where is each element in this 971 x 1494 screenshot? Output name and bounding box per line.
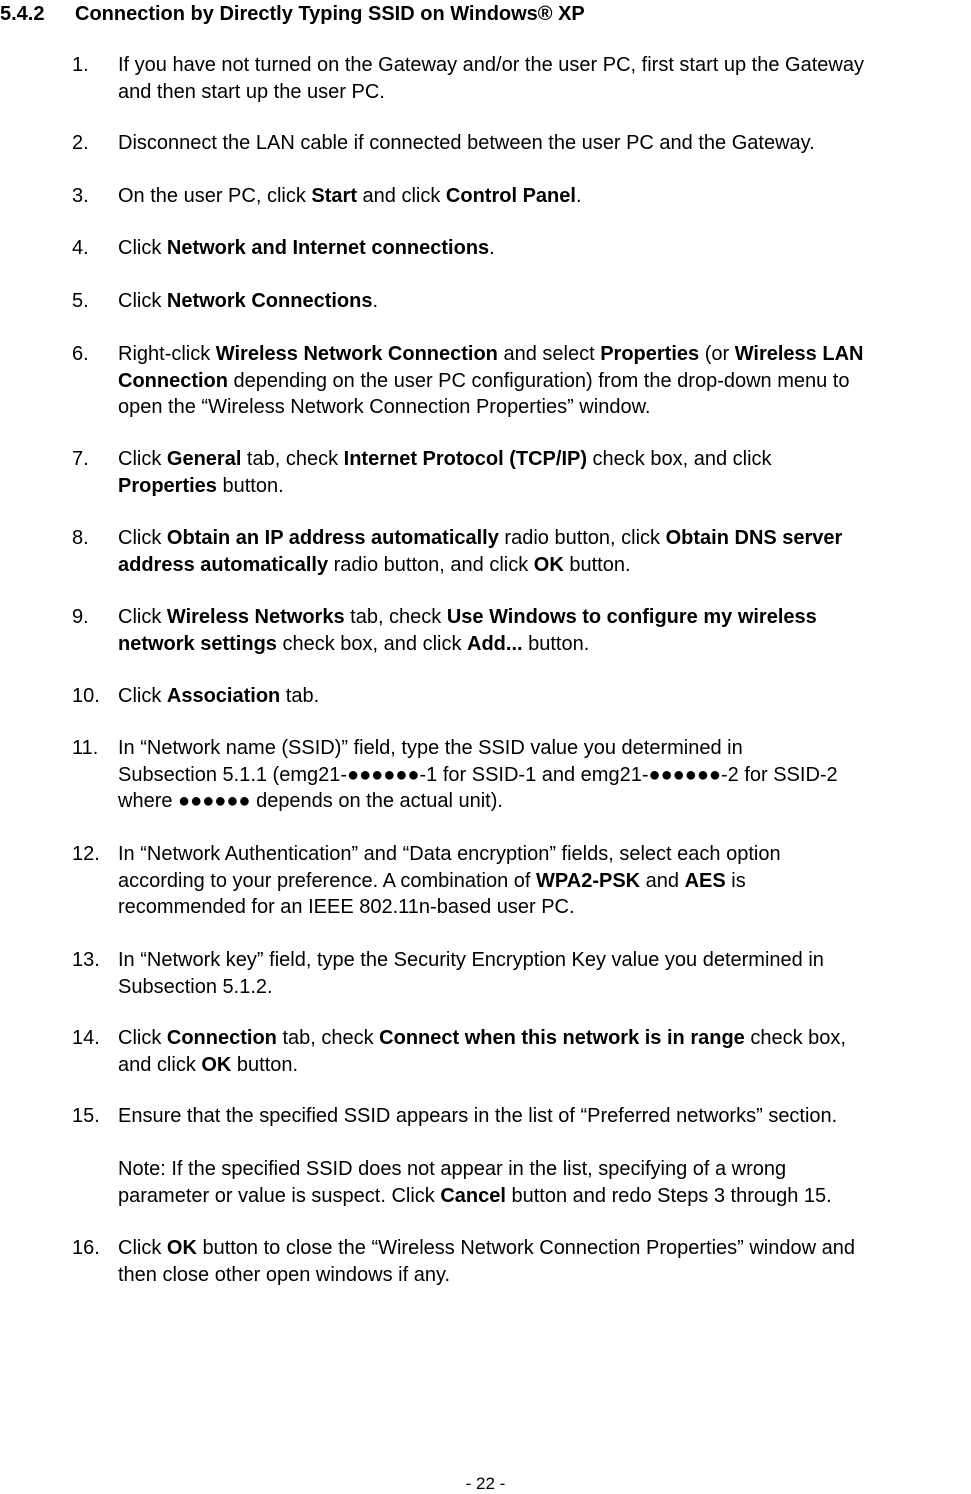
step-line [118, 183, 971, 210]
step-line [118, 130, 971, 157]
step-text [118, 1025, 971, 1078]
bold-term: Connection [118, 369, 228, 392]
step-number: 7. [72, 448, 89, 470]
step-number: 1. [72, 54, 89, 76]
step-text [118, 235, 971, 262]
step-line [118, 762, 971, 789]
step-text [118, 1235, 971, 1288]
step-line [118, 235, 971, 262]
step-line [118, 79, 971, 106]
text-segment: In “Network Authentication” and “Data encryption” fields, select each option [118, 843, 781, 865]
text-segment: recommended for an IEEE 802.11n-based user PC. [118, 896, 575, 918]
step-line [118, 473, 971, 500]
bold-term: Obtain an IP address automatically [166, 527, 499, 549]
text-segment: button and redo Steps 3 through 15. [505, 1184, 832, 1207]
step-text [118, 525, 971, 578]
text-segment: Ensure that the specified SSID appears in the list of “Preferred networks” section. [118, 1105, 838, 1127]
bold-term: Properties [600, 343, 700, 365]
text-segment: tab, check [344, 606, 447, 628]
text-segment: Click [118, 527, 167, 549]
step-line [118, 974, 971, 1001]
step-text [118, 841, 971, 921]
text-segment: button. [522, 632, 590, 655]
text-segment: Click [118, 685, 167, 707]
step-line [118, 1025, 971, 1052]
text-segment: tab, check [241, 448, 344, 470]
text-segment: In “Network key” field, type the Security Encryption Key value you determined in [118, 949, 824, 971]
text-segment: then close other open windows if any. [118, 1263, 451, 1286]
text-segment: If you have not turned on the Gateway and/or the user PC, first start up the Gateway [118, 54, 864, 76]
step-number: 13. [72, 949, 100, 971]
step-text [118, 288, 971, 315]
step-text [118, 341, 971, 421]
step-line [118, 1103, 971, 1130]
text-segment: and click [356, 185, 446, 207]
text-segment: Click [118, 448, 167, 470]
text-segment: button. [231, 1053, 299, 1076]
step-line [118, 1235, 971, 1262]
text-segment: (or [699, 343, 735, 365]
step-line [118, 341, 971, 368]
step-text [118, 130, 971, 157]
text-segment: In “Network name (SSID)” field, type the SSID value you determined in [118, 737, 743, 759]
bold-term: OK [533, 553, 564, 576]
text-segment: check box, [744, 1027, 846, 1049]
step-number: 14. [72, 1027, 100, 1049]
text-segment: check box, and click [587, 448, 772, 470]
text-segment: parameter or value is suspect. Click [118, 1184, 441, 1207]
bold-term: Cancel [440, 1184, 506, 1207]
step-line [118, 1262, 971, 1289]
section-heading [0, 2, 585, 26]
step-line [118, 52, 971, 79]
step-line [118, 1156, 971, 1183]
step-line [118, 288, 971, 315]
text-segment: Click [118, 1027, 167, 1049]
step-number: 4. [72, 237, 89, 259]
step-text [118, 446, 971, 499]
step-text [118, 735, 971, 815]
bold-term: OK [201, 1053, 232, 1076]
text-segment: Right-click [118, 343, 216, 365]
bold-term: Obtain DNS server [665, 527, 843, 549]
step-number: 2. [72, 132, 89, 154]
bold-term: General [166, 448, 242, 470]
step-text [118, 183, 971, 210]
step-number: 9. [72, 606, 89, 628]
bold-term: AES [684, 869, 726, 892]
step-line [118, 868, 971, 895]
bold-term: Connection [166, 1027, 277, 1049]
step-number: 11. [72, 737, 99, 759]
text-segment: Click [118, 1237, 167, 1259]
section-title: Connection by Directly Typing SSID on Windows® XP [75, 3, 585, 25]
step-text [118, 683, 971, 710]
step-number: 6. [72, 343, 89, 365]
text-segment: button to close the “Wireless Network Connection Properties” window and [196, 1237, 855, 1259]
bold-term: Network Connections [166, 290, 373, 312]
text-segment: Subsection 5.1.1 (emg21-●●●●●●-1 for SSID-1 and emg21-●●●●●●-2 for SSID-2 [118, 763, 838, 786]
text-segment: Click [118, 237, 167, 259]
step-line [118, 446, 971, 473]
text-segment: Note: If the specified SSID does not appear in the list, specifying of a wrong [118, 1158, 787, 1180]
text-segment: open the “Wireless Network Connection Properties” window. [118, 396, 651, 418]
step-line [118, 525, 971, 552]
bold-term: Use Windows to configure my wireless [446, 606, 817, 628]
bold-term: Wireless Network Connection [215, 343, 498, 365]
text-segment: according to your preference. A combination of [118, 869, 537, 892]
bold-term: OK [166, 1237, 197, 1259]
step-line [118, 894, 971, 921]
bold-term: Internet Protocol (TCP/IP) [343, 448, 587, 470]
step-line [118, 841, 971, 868]
bold-term: Properties [118, 474, 217, 497]
text-segment: On the user PC, click [118, 185, 312, 207]
text-segment: and then start up the user PC. [118, 80, 385, 103]
text-segment: radio button, and click [328, 553, 534, 576]
step-line [118, 394, 971, 421]
bold-term: network settings [118, 632, 277, 655]
step-line [118, 631, 971, 658]
text-segment: and [640, 869, 685, 892]
text-segment: where ●●●●●● depends on the actual unit). [118, 790, 503, 812]
text-segment: and select [497, 343, 601, 365]
step-line [118, 552, 971, 579]
bold-term: Wireless Networks [166, 606, 345, 628]
step-number: 10. [72, 685, 100, 707]
text-segment: button. [216, 474, 284, 497]
text-segment: tab, check [276, 1027, 380, 1049]
bold-term: address automatically [118, 553, 329, 576]
text-segment: radio button, click [498, 527, 666, 549]
step-text [118, 1156, 971, 1209]
bold-term: Add... [467, 632, 523, 655]
text-segment: Click [118, 606, 167, 628]
text-segment: and click [118, 1053, 202, 1076]
step-line [118, 1052, 971, 1079]
text-segment: button. [563, 553, 631, 576]
bold-term: Start [311, 185, 357, 207]
step-line [118, 368, 971, 395]
step-text [118, 1103, 971, 1130]
section-number: 5.4.2 [0, 3, 45, 25]
text-segment: Click [118, 290, 167, 312]
step-number: 16. [72, 1237, 100, 1259]
page-number: - 22 - [465, 1474, 506, 1493]
step-line [118, 683, 971, 710]
bold-term: Association [166, 685, 281, 707]
bold-term: Network and Internet connections [166, 237, 490, 259]
step-text [118, 604, 971, 657]
step-line [118, 1183, 971, 1210]
text-segment: . [372, 290, 379, 312]
text-segment: . [489, 237, 495, 259]
step-number: 12. [72, 843, 100, 865]
text-segment: . [575, 185, 582, 207]
text-segment: depending on the user PC configuration) from the drop-down menu to [228, 369, 850, 392]
step-line [118, 947, 971, 974]
step-number: 3. [72, 185, 89, 207]
bold-term: Control Panel [445, 185, 576, 207]
step-number: 8. [72, 527, 89, 549]
step-number: 5. [72, 290, 89, 312]
bold-term: WPA2-PSK [536, 869, 641, 892]
text-segment: tab. [280, 685, 320, 707]
step-line [118, 604, 971, 631]
step-line [118, 788, 971, 815]
bold-term: Wireless LAN [734, 343, 864, 365]
text-segment: is [725, 869, 746, 892]
text-segment: Disconnect the LAN cable if connected between the user PC and the Gateway. [118, 132, 815, 154]
bold-term: Connect when this network is in range [379, 1027, 745, 1049]
step-text [118, 947, 971, 1000]
text-segment: Subsection 5.1.2. [118, 975, 273, 998]
step-line [118, 735, 971, 762]
step-text [118, 52, 971, 105]
text-segment: check box, and click [276, 632, 468, 655]
step-number: 15. [72, 1105, 100, 1127]
